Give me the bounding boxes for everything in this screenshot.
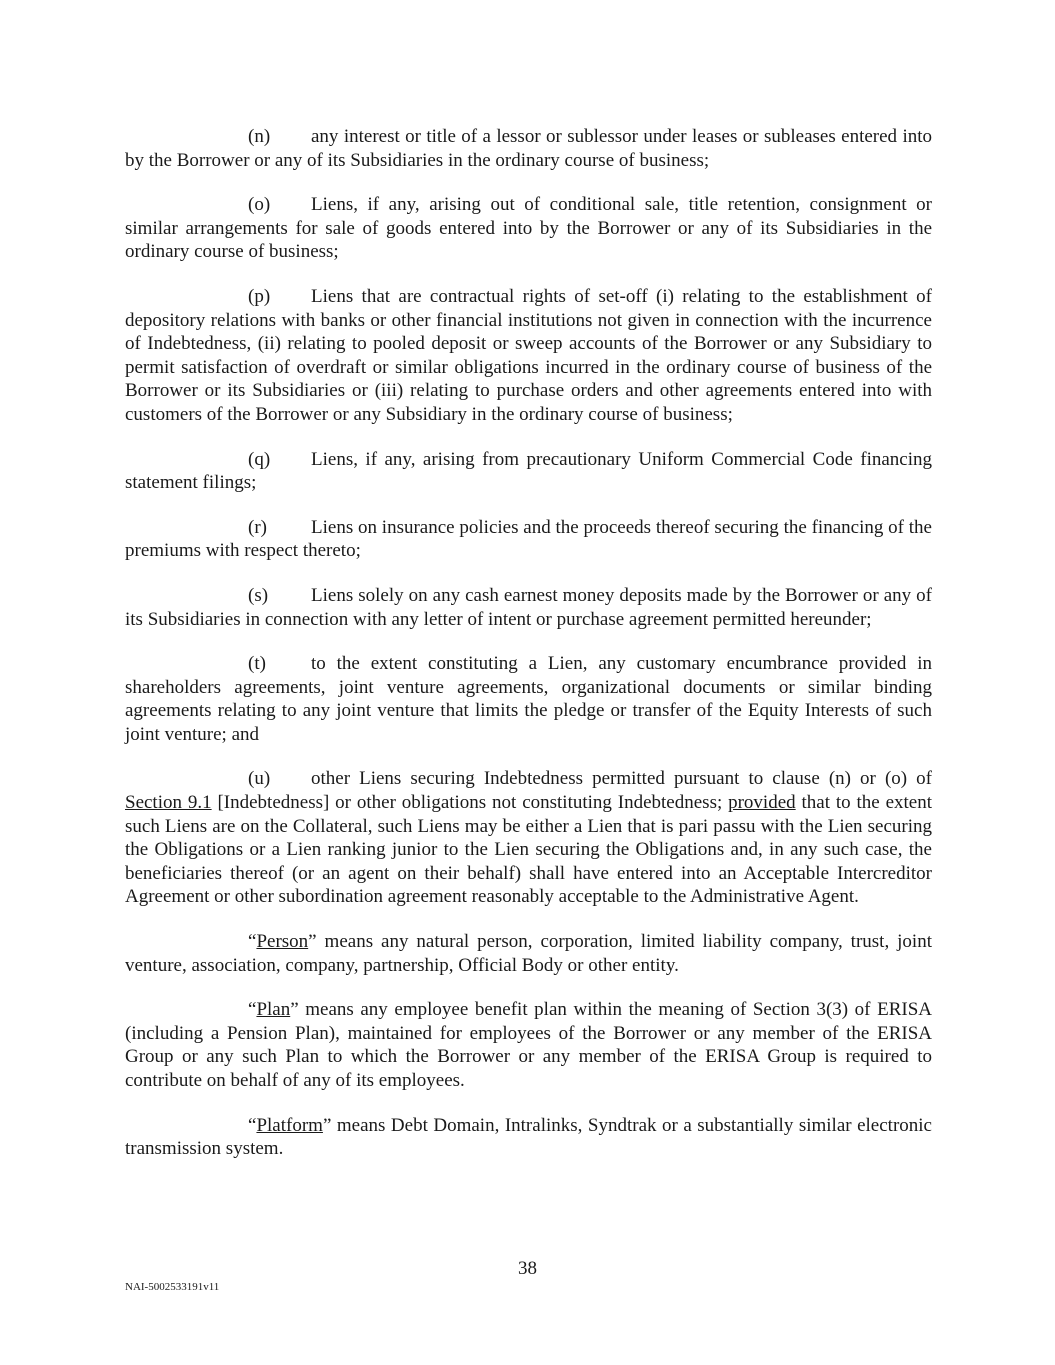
- definition-text: means any natural person, corporation, limited liability company, trust, joint venture, association, company, partnership, Official Body or other entity.: [125, 931, 932, 976]
- clause-text: Liens that are contractual rights of set-off (i) relating to the establishment of depository relations with banks or other financial institutions not given in connection with the incurrence of Indebtedness, (ii) relating to pooled deposit or sweep accounts of the Borrower or any Subsidiary to permit satisfaction of overdraft or similar obligations incurred in the ordinary course of business of the Borrower or its Subsidiaries or (iii) relating to purchase orders and other agreements entered into with customers of the Borrower or any Subsidiary in the ordinary course of business;: [125, 285, 932, 425]
- close-quote: ”: [290, 999, 299, 1021]
- clause-text: any interest or title of a lessor or sublessor under leases or subleases entered into by the Borrower or any of its Subsidiaries in the ordinary course of business;: [125, 126, 932, 171]
- definition-text: means any employee benefit plan within the meaning of Section 3(3) of ERISA (including a Pension Plan), maintained for employees of the Borrower or any member of the ERISA Group or any such Plan to which the Borrower or any member of the ERISA Group is required to contribute on behalf of any of its employees.: [125, 999, 932, 1091]
- clause-o: [125, 193, 932, 264]
- close-quote: ”: [308, 931, 317, 953]
- clause-text: to the extent constituting a Lien, any customary encumbrance provided in shareholders agreements, joint venture agreements, organizational documents or similar binding agreements relating to any joint venture that limits the pledge or transfer of the Equity Interests of such joint venture; and: [125, 653, 932, 745]
- clause-text: Liens, if any, arising out of conditional sale, title retention, consignment or similar arrangements for sale of goods entered into by the Borrower or any of its Subsidiaries in the ordinary course of business;: [125, 194, 932, 263]
- clause-label: (u): [248, 768, 271, 790]
- definition-platform: [125, 1114, 932, 1161]
- clause-label: (n): [248, 126, 271, 147]
- page-number: 38: [518, 1258, 537, 1279]
- clause-text: other Liens securing Indebtedness permitted pursuant to clause (n) or (o) of: [311, 768, 932, 790]
- defined-term: Platform: [256, 1114, 323, 1136]
- open-quote: “: [248, 931, 257, 953]
- clause-u: [125, 767, 932, 909]
- clause-text: Liens on insurance policies and the proceeds thereof securing the financing of the premiums with respect thereto;: [125, 516, 932, 562]
- definition-text: means Debt Domain, Intralinks, Syndtrak or a substantially similar electronic transmission system.: [125, 1114, 932, 1160]
- clause-label: (t): [248, 653, 266, 675]
- defined-term: Person: [256, 931, 309, 953]
- defined-term: Plan: [256, 999, 291, 1021]
- document-body: [125, 125, 932, 1182]
- clause-label: (q): [248, 448, 271, 470]
- clause-text: [Indebtedness] or other obligations not constituting Indebtedness;: [211, 792, 729, 814]
- clause-text: Liens, if any, arising from precautionary Uniform Commercial Code financing statement filings;: [125, 448, 932, 494]
- open-quote: “: [248, 1114, 257, 1136]
- clause-r: [125, 516, 932, 563]
- clause-label: (p): [248, 285, 271, 307]
- clause-text: Liens solely on any cash earnest money deposits made by the Borrower or any of its Subsidiaries in connection with any letter of intent or purchase agreement permitted hereunder;: [125, 584, 932, 630]
- definition-person: [125, 930, 932, 977]
- clause-s: [125, 584, 932, 631]
- document-id: NAI-5002533191v11: [125, 1281, 220, 1293]
- clause-p: [125, 285, 932, 427]
- section-reference-link: Section 9.1: [125, 792, 212, 814]
- clause-t: [125, 652, 932, 746]
- clause-label: (r): [248, 516, 267, 538]
- open-quote: “: [248, 999, 257, 1021]
- clause-label: (s): [248, 584, 269, 606]
- clause-label: (o): [248, 194, 271, 216]
- close-quote: ”: [322, 1114, 332, 1136]
- clause-n: [125, 125, 932, 172]
- provided-term: provided: [728, 792, 796, 814]
- clause-text: that to the extent such Liens are on the Collateral, such Liens may be either a Lien that is pari passu with the Lien securing the Obligations or a Lien ranking junior to the Lien securing the Obligations and, in any such case, the beneficiaries thereof (or an agent on their behalf) shall have entered into an Acceptable Intercreditor Agreement or other subordination agreement reasonably acceptable to the Administrative Agent.: [125, 792, 932, 908]
- clause-q: [125, 448, 932, 495]
- definition-plan: [125, 998, 932, 1092]
